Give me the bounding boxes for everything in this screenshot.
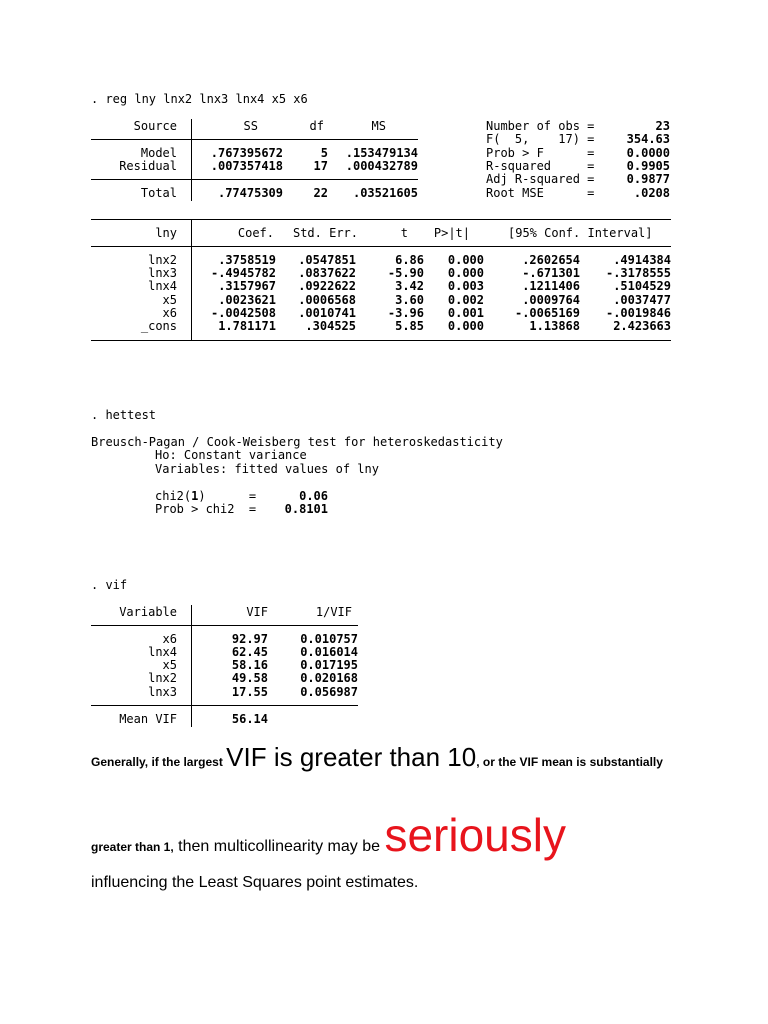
anova-row-label: Residual [119,159,177,173]
anova-total-ms: .03521605 [352,186,418,200]
coef-value: .0023621 [218,293,276,307]
coef-p: 0.003 [447,279,484,293]
anova-header-rule [91,139,418,140]
coef-ci-high: -.0019846 [605,306,671,320]
coef-se: .304525 [305,319,356,333]
coef-t: 3.42 [395,279,424,293]
stat-value: 0.9877 [626,172,670,186]
chi-df: 1 [191,489,199,503]
stat-label: Adj R-squared = [486,172,595,186]
stat-label: F( 5, 17) = [486,132,595,146]
anova-header-ss: SS [243,119,258,133]
prob-value: 0.8101 [284,502,328,516]
coef-header-t: t [400,226,408,240]
coef-p: 0.000 [447,253,484,267]
stat-label: R-squared = [486,159,595,173]
coef-depvar: lny [155,226,177,240]
hettest-chi-line [155,489,256,503]
coef-ci-high: .4914384 [613,253,671,267]
anova-vertical-rule [191,119,192,201]
stat-value: .0208 [633,186,670,200]
coef-var: _cons [140,319,177,333]
coef-se: .0010741 [298,306,356,320]
coef-var: lnx2 [148,253,177,267]
coef-se: .0006568 [298,293,356,307]
chi-close: ) = [198,489,257,503]
coef-ci-low: -.0065169 [514,306,580,320]
coef-value: .3758519 [218,253,276,267]
prob-label: Prob > chi2 = [155,502,257,516]
coef-value: -.0042508 [210,306,276,320]
vif-header-variable: Variable [119,605,177,619]
vif-value: 49.58 [231,671,268,685]
coef-header-rule [91,246,671,247]
coef-ci-low: .2602654 [522,253,580,267]
coef-p: 0.001 [447,306,484,320]
note-line-3: influencing the Least Squares point estimates. [91,874,419,891]
hettest-title: Breusch-Pagan / Cook-Weisberg test for heteroskedasticity [91,435,503,449]
vif-mean-value: 56.14 [231,712,268,726]
note-emphasis-word: seriously [384,809,566,861]
vif-var: lnx4 [148,645,177,659]
vif-var: lnx2 [148,671,177,685]
vif-inv: 0.010757 [300,632,358,646]
coef-ci-low: .0009764 [522,293,580,307]
coef-t: 3.60 [395,293,424,307]
coef-p: 0.000 [447,319,484,333]
vif-header-vif: VIF [246,605,268,619]
anova-total-label: Total [140,186,177,200]
note-text: Generally, if the largest [91,755,227,769]
coef-header-ci: [95% Conf. Interval] [508,226,653,240]
anova-row-ss: .007357418 [210,159,283,173]
coef-value: .3157967 [218,279,276,293]
vif-mean-label: Mean VIF [119,712,177,726]
vif-inv: 0.020168 [300,671,358,685]
coef-bottom-rule [91,340,671,341]
coef-se: .0837622 [298,266,356,280]
vif-value: 17.55 [231,685,268,699]
anova-total-df: 22 [313,186,328,200]
coef-header-se: Std. Err. [292,226,358,240]
coef-header-p: P>|t| [433,226,470,240]
vif-inv: 0.016014 [300,645,358,659]
vif-inv: 0.017195 [300,658,358,672]
coef-var: lnx4 [148,279,177,293]
hettest-command: . hettest [91,408,157,422]
coef-t: -5.90 [387,266,424,280]
coef-ci-low: -.671301 [522,266,580,280]
vif-value: 58.16 [231,658,268,672]
vif-value: 62.45 [231,645,268,659]
coef-se: .0547851 [298,253,356,267]
vif-var: x5 [162,658,177,672]
stat-value: 354.63 [626,132,670,146]
vif-vertical-rule [191,605,192,727]
anova-row-ms: .000432789 [345,159,418,173]
note-text: greater than 1, [91,840,174,854]
coef-top-rule [91,219,671,220]
anova-row-label: Model [140,146,177,160]
vif-mean-rule [91,705,358,706]
coef-ci-high: .5104529 [613,279,671,293]
anova-row-ss: .767395672 [210,146,283,160]
coef-t: -3.96 [387,306,424,320]
coef-ci-low: 1.13868 [529,319,580,333]
coef-ci-high: .0037477 [613,293,671,307]
coef-p: 0.002 [447,293,484,307]
note-line-1 [91,742,663,773]
stat-value: 23 [655,119,670,133]
anova-row-df: 17 [313,159,328,173]
note-text-medium: then multicollinearity may be [173,838,385,855]
chi-value: 0.06 [299,489,328,503]
note-text: , or the VIF mean is substantially [476,755,663,769]
note-line-2 [91,808,566,862]
anova-row-ms: .153479134 [345,146,418,160]
vif-command: . vif [91,578,128,592]
anova-header-ms: MS [371,119,386,133]
coef-t: 6.86 [395,253,424,267]
coef-header-coef: Coef. [237,226,274,240]
anova-total-ss: .77475309 [217,186,283,200]
anova-total-rule [91,179,418,180]
coef-ci-high: 2.423663 [613,319,671,333]
coef-var: x6 [162,306,177,320]
coef-var: x5 [162,293,177,307]
vif-header-inv: 1/VIF [315,605,352,619]
coef-ci-low: .1211406 [522,279,580,293]
vif-var: lnx3 [148,685,177,699]
vif-header-rule [91,625,358,626]
stat-value: 0.0000 [626,146,670,160]
vif-value: 92.97 [231,632,268,646]
chi-label: chi2( [155,489,192,503]
stat-label: Prob > F = [486,146,595,160]
reg-command: . reg lny lnx2 lnx3 lnx4 x5 x6 [91,92,308,106]
coef-var: lnx3 [148,266,177,280]
hettest-null: Ho: Constant variance [155,448,307,462]
note-text-large: VIF is greater than 10 [226,742,477,772]
anova-header-source: Source [133,119,177,133]
vif-inv: 0.056987 [300,685,358,699]
anova-row-df: 5 [320,146,328,160]
coef-value: 1.781171 [218,319,276,333]
hettest-variables: Variables: fitted values of lny [155,462,379,476]
vif-var: x6 [162,632,177,646]
stat-value: 0.9905 [626,159,670,173]
coef-p: 0.000 [447,266,484,280]
coef-t: 5.85 [395,319,424,333]
coef-se: .0922622 [298,279,356,293]
stat-label: Number of obs = [486,119,595,133]
stat-label: Root MSE = [486,186,595,200]
coef-value: -.4945782 [210,266,276,280]
coef-ci-high: -.3178555 [605,266,671,280]
anova-header-df: df [309,119,324,133]
